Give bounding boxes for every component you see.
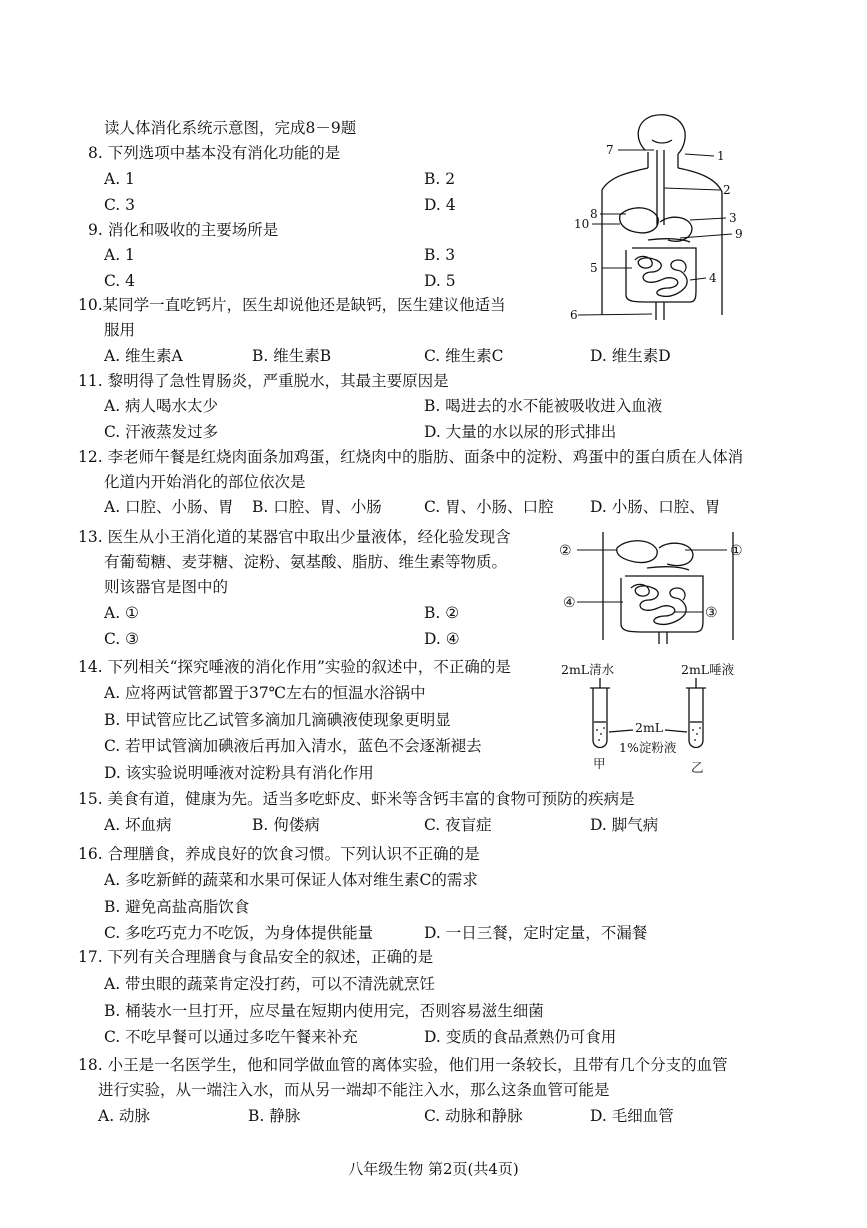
q14-option-d: D. 该实验说明唾液对淀粉具有消化作用 [104, 764, 374, 782]
q9-stem: 9. 消化和吸收的主要场所是 [88, 221, 279, 239]
q11-option-b: B. 喝进去的水不能被吸收进入血液 [424, 397, 663, 415]
fig2-label-2: ② [559, 543, 572, 559]
q16-option-c: C. 多吃巧克力不吃饭，为身体提供能量 [104, 924, 374, 942]
q11-option-c: C. 汗液蒸发过多 [104, 423, 219, 441]
q14-stem: 14. 下列相关“探究唾液的消化作用”实验的叙述中，不正确的是 [78, 658, 511, 676]
q16-option-b: B. 避免高盐高脂饮食 [104, 898, 250, 916]
fig3-right-tube-label: 2mL唾液 [681, 662, 735, 677]
q18-option-b: B. 静脉 [248, 1107, 301, 1125]
fig1-label-3: 3 [729, 211, 737, 225]
q13-stem-line1: 13. 医生从小王消化道的某器官中取出少量液体，经化验发现含 [78, 528, 511, 546]
q16-option-d: D. 一日三餐，定时定量，不漏餐 [424, 924, 648, 942]
fig3-middle-top-label: 2mL [635, 720, 664, 735]
q13-option-d: D. ④ [424, 630, 460, 648]
q8-option-b: B. 2 [424, 170, 456, 188]
q8-option-c: C. 3 [104, 196, 136, 214]
q8-stem: 8. 下列选项中基本没有消化功能的是 [88, 144, 341, 162]
q11-option-d: D. 大量的水以尿的形式排出 [424, 423, 617, 441]
intro-text: 读人体消化系统示意图，完成8－9题 [104, 119, 357, 137]
q9-option-c: C. 4 [104, 272, 136, 290]
test-tube-yi [689, 688, 703, 748]
q15-option-d: D. 脚气病 [590, 816, 659, 834]
q15-stem: 15. 美食有道，健康为先。适当多吃虾皮、虾米等含钙丰富的食物可预防的疾病是 [78, 790, 635, 808]
q18-option-d: D. 毛细血管 [590, 1107, 674, 1125]
q11-option-a: A. 病人喝水太少 [104, 397, 219, 415]
fig1-label-5: 5 [590, 261, 598, 275]
q8-option-d: D. 4 [424, 196, 456, 214]
fig1-label-8: 8 [590, 207, 598, 221]
fig3-middle-bottom-label: 1%淀粉液 [619, 740, 677, 755]
fig1-label-6: 6 [570, 308, 578, 322]
digestive-system-figure [540, 110, 780, 325]
q17-stem: 17. 下列有关合理膳食与食品安全的叙述，正确的是 [78, 948, 434, 966]
q17-option-c: C. 不吃早餐可以通过多吃午餐来补充 [104, 1028, 358, 1046]
fig3-jia-label: 甲 [593, 756, 606, 771]
q13-stem-line3: 则该器官是图中的 [104, 578, 229, 596]
fig2-label-1: ① [730, 543, 743, 559]
q14-option-b: B. 甲试管应比乙试管多滴加几滴碘液使现象更明显 [104, 711, 451, 729]
q12-option-d: D. 小肠、口腔、胃 [590, 498, 721, 516]
q16-stem: 16. 合理膳食，养成良好的饮食习惯。下列认识不正确的是 [78, 845, 480, 863]
q13-stem-line2: 有葡萄糖、麦芽糖、淀粉、氨基酸、脂肪、维生素等物质。 [104, 553, 508, 571]
q16-option-a: A. 多吃新鲜的蔬菜和水果可保证人体对维生素C的需求 [104, 871, 478, 889]
q13-option-c: C. ③ [104, 630, 140, 648]
q15-option-c: C. 夜盲症 [424, 816, 492, 834]
test-tube-experiment-figure [555, 658, 750, 776]
q11-stem: 11. 黎明得了急性胃肠炎，严重脱水，其最主要原因是 [78, 372, 449, 390]
fig1-label-9: 9 [735, 227, 743, 241]
fig2-label-4: ④ [563, 595, 576, 611]
fig1-label-10: 10 [574, 217, 590, 231]
q12-option-c: C. 胃、小肠、口腔 [424, 498, 554, 516]
q9-option-b: B. 3 [424, 246, 456, 264]
q14-option-c: C. 若甲试管滴加碘液后再加入清水，蓝色不会逐渐褪去 [104, 737, 482, 755]
fig1-label-4: 4 [709, 271, 717, 285]
page-footer: 八年级生物 第2页(共4页) [348, 1160, 519, 1178]
q10-option-a: A. 维生素A [104, 347, 183, 365]
q10-stem-line2: 服用 [104, 321, 136, 339]
q12-stem-line2: 化道内开始消化的部位依次是 [104, 473, 306, 491]
q17-option-a: A. 带虫眼的蔬菜肯定没打药，可以不清洗就烹饪 [104, 975, 436, 993]
q18-option-c: C. 动脉和静脉 [424, 1107, 523, 1125]
q18-stem-line1: 18. 小王是一名医学生，他和同学做血管的离体实验，他们用一条较长，且带有几个分支的血管 [78, 1056, 728, 1074]
q12-option-b: B. 口腔、胃、小肠 [252, 498, 382, 516]
q18-stem-line2: 进行实验，从一端注入水，而从另一端却不能注入水，那么这条血管可能是 [98, 1081, 610, 1099]
q10-option-b: B. 维生素B [252, 347, 332, 365]
q10-stem-line1: 10.某同学一直吃钙片，医生却说他还是缺钙，医生建议他适当 [78, 296, 506, 314]
abdomen-organs-figure [555, 528, 770, 648]
q17-option-b: B. 桶装水一旦打开，应尽量在短期内使用完，否则容易滋生细菌 [104, 1002, 544, 1020]
fig2-label-3: ③ [705, 605, 718, 621]
q13-option-b: B. ② [424, 604, 460, 622]
fig1-label-2: 2 [723, 183, 731, 197]
q17-option-d: D. 变质的食品煮熟仍可食用 [424, 1028, 617, 1046]
q12-stem-line1: 12. 李老师午餐是红烧肉面条加鸡蛋，红烧肉中的脂肪、面条中的淀粉、鸡蛋中的蛋白质在人体消 [78, 448, 744, 466]
q14-option-a: A. 应将两试管都置于37℃左右的恒温水浴锅中 [104, 684, 426, 702]
q10-option-c: C. 维生素C [424, 347, 504, 365]
fig3-yi-label: 乙 [691, 760, 704, 775]
q18-option-a: A. 动脉 [98, 1107, 151, 1125]
q9-option-a: A. 1 [104, 246, 135, 264]
q10-option-d: D. 维生素D [590, 347, 671, 365]
fig3-left-tube-label: 2mL清水 [561, 662, 615, 677]
fig1-label-1: 1 [717, 149, 725, 163]
q15-option-a: A. 坏血病 [104, 816, 172, 834]
q15-option-b: B. 佝偻病 [252, 816, 320, 834]
q9-option-d: D. 5 [424, 272, 456, 290]
fig1-label-7: 7 [606, 143, 614, 157]
q12-option-a: A. 口腔、小肠、胃 [104, 498, 234, 516]
q13-option-a: A. ① [104, 604, 139, 622]
test-tube-jia [593, 688, 607, 748]
q8-option-a: A. 1 [104, 170, 135, 188]
